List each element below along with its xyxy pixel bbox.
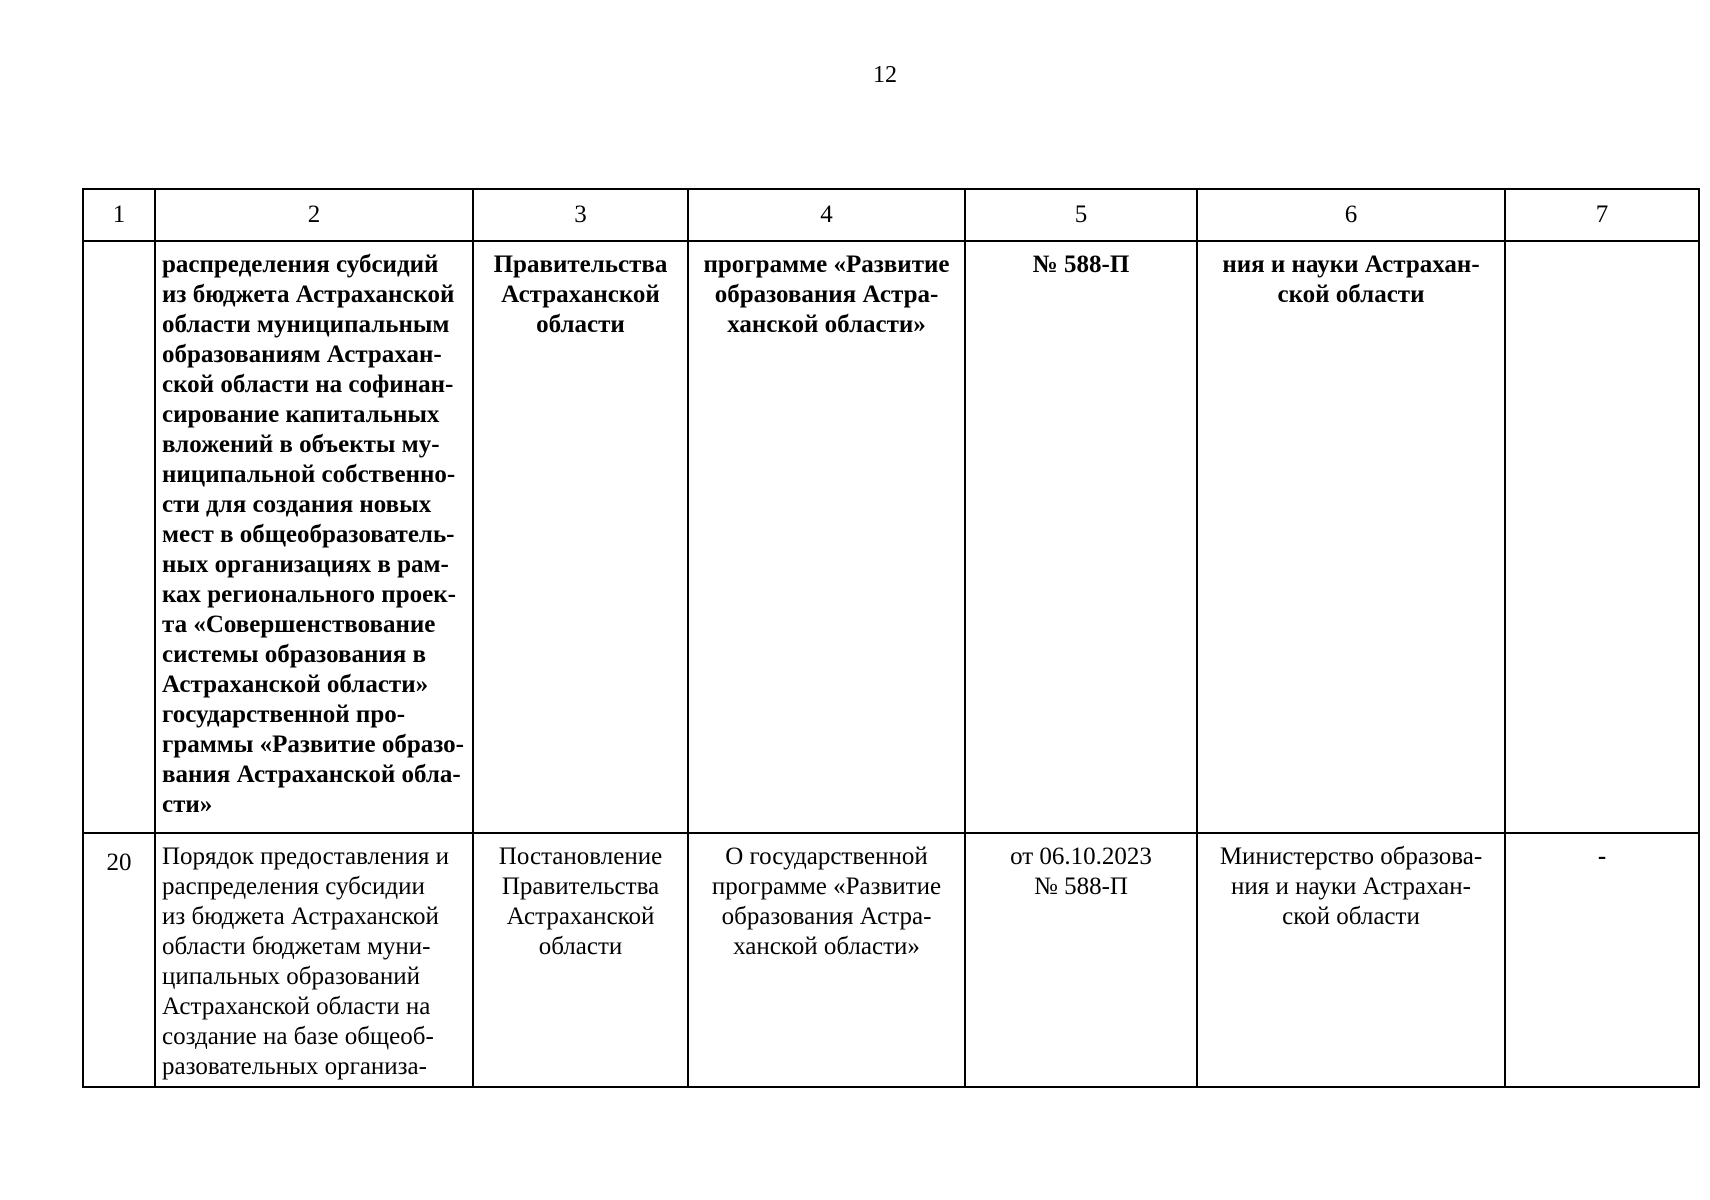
table-row [83, 833, 1699, 1087]
cell-document-type [473, 833, 688, 1087]
text-line: ханской области» [727, 311, 926, 338]
text-line: № 588-П [1032, 251, 1130, 278]
text-line: образования Астра- [714, 281, 939, 308]
cell-document-date-number [965, 241, 1197, 833]
cell-note [1505, 241, 1699, 833]
text-line: области бюджетам муни- [162, 933, 431, 960]
text-line: Астраханской области на [162, 993, 431, 1020]
text-line: № 588-П [1034, 873, 1128, 900]
column-header-4: 4 [688, 189, 965, 241]
column-header-3: 3 [473, 189, 688, 241]
text-line: сти для создания новых [162, 491, 432, 518]
text-line: граммы «Развитие образо- [162, 731, 464, 758]
table-row [83, 241, 1699, 833]
text-line: О государственной [725, 843, 928, 870]
text-line: ния и науки Астрахан- [1231, 873, 1471, 900]
text-line: из бюджета Астраханской [162, 281, 455, 308]
column-header-2: 2 [155, 189, 473, 241]
text-line: области [536, 311, 625, 338]
text-line: образования Астра- [721, 903, 932, 930]
cell-number [83, 241, 155, 833]
cell-document-name [688, 833, 965, 1087]
text-line: Министерство образова- [1219, 843, 1483, 870]
column-header-5: 5 [965, 189, 1197, 241]
text-line: ниципальной собственно- [162, 461, 456, 488]
data-table [82, 188, 1700, 1088]
text-line: сти» [162, 791, 213, 818]
text-line: ханской области» [733, 933, 920, 960]
page-number: 12 [873, 62, 897, 88]
text-line: ципальных образований [162, 963, 421, 990]
column-header-1: 1 [83, 189, 155, 241]
text-line: программе «Развитие [703, 251, 950, 278]
text-line: вложений в объекты му- [162, 431, 440, 458]
text-line: Астраханской области» [162, 671, 429, 698]
cell-document-name [688, 241, 965, 833]
text-line: из бюджета Астраханской [162, 903, 439, 930]
text-line: системы образования в [162, 641, 427, 668]
text-line: области муниципальным [162, 311, 450, 338]
text-line: Постановление [498, 843, 663, 870]
text-line: от 06.10.2023 [1010, 843, 1152, 870]
text-line: та «Совершенствование [162, 611, 436, 638]
cell-responsible-body [1197, 241, 1505, 833]
column-header-6: 6 [1197, 189, 1505, 241]
column-header-7: 7 [1505, 189, 1699, 241]
text-line: мест в общеобразователь- [162, 521, 455, 548]
text-line: ской области [1282, 903, 1420, 930]
cell-document-title [155, 833, 473, 1087]
text-line: государственной про- [162, 701, 406, 728]
cell-document-type [473, 241, 688, 833]
text-line: ния и науки Астрахан- [1222, 251, 1480, 278]
text-line: вания Астраханской обла- [162, 761, 461, 788]
text-line: ках регионального проек- [162, 581, 456, 608]
text-line: разовательных организа- [162, 1053, 427, 1080]
text-line: Астраханской [506, 903, 655, 930]
text-line: распределения субсидии [162, 873, 425, 900]
text-line: ской области [1277, 281, 1425, 308]
cell-document-title [155, 241, 473, 833]
text-line: Порядок предоставления и [162, 843, 450, 870]
cell-number: 20 [83, 833, 155, 1087]
header-row [83, 189, 1699, 241]
text-line: образованиям Астрахан- [162, 341, 442, 368]
cell-document-date-number [965, 833, 1197, 1087]
text-line: области [538, 933, 623, 960]
text-line: Правительства [493, 251, 668, 278]
text-line: Астраханской [501, 281, 660, 308]
text-line: распределения субсидий [162, 251, 439, 278]
text-line: ных организациях в рам- [162, 551, 449, 578]
text-line: программе «Развитие [711, 873, 942, 900]
text-line: ской области на софинан- [162, 371, 454, 398]
cell-responsible-body [1197, 833, 1505, 1087]
text-line: сирование капитальных [162, 401, 440, 428]
cell-note: - [1505, 833, 1699, 1087]
text-line: Правительства [501, 873, 660, 900]
text-line: создание на базе общеоб- [162, 1023, 434, 1050]
